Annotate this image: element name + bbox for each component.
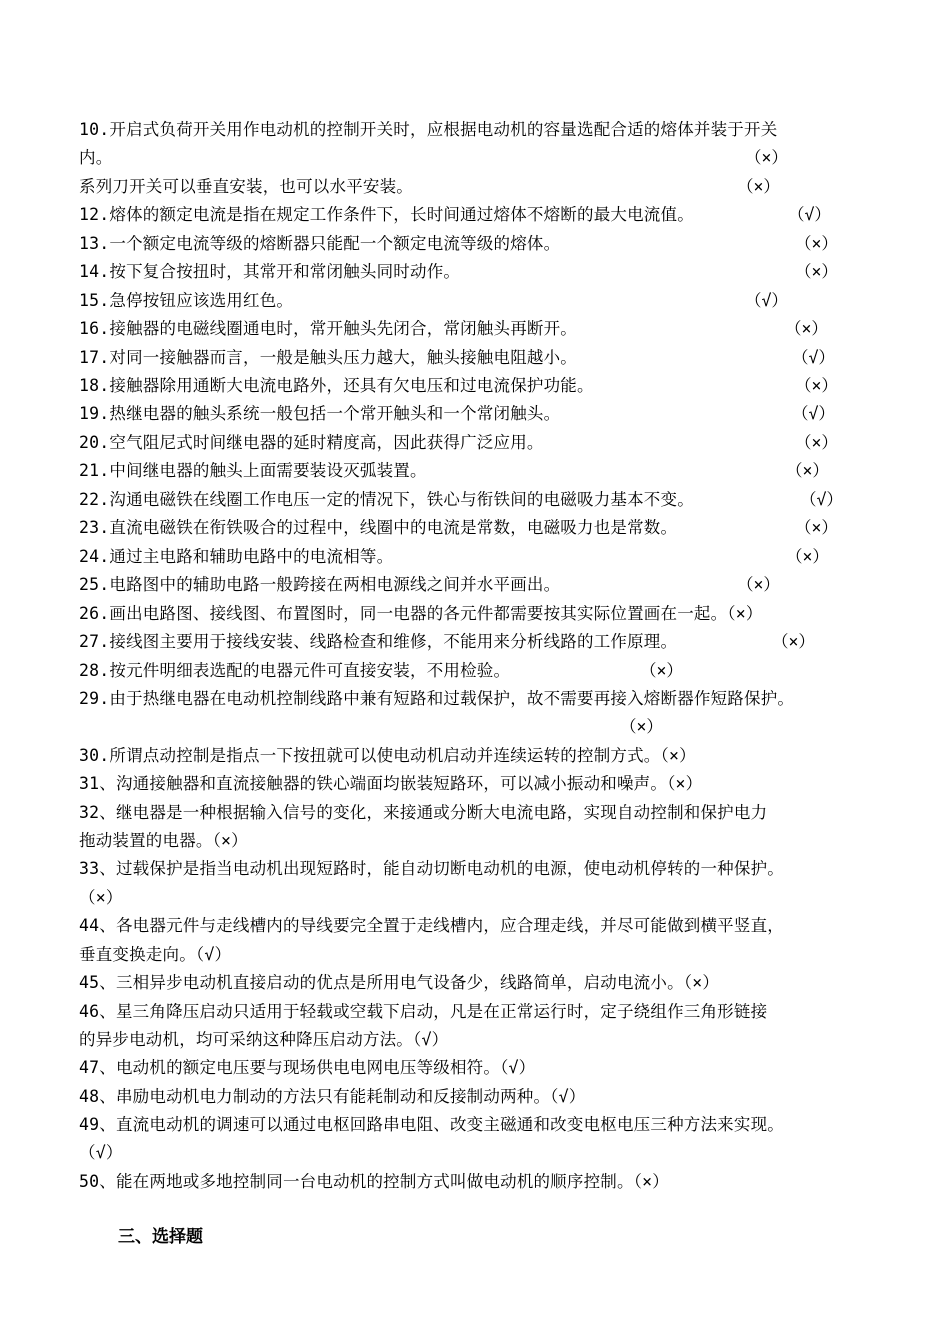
question-line: 44、各电器元件与走线槽内的导线要完全置于走线槽内，应合理走线，并尽可能做到横平竖直，: [79, 916, 784, 935]
question-line: 12.熔体的额定电流是指在规定工作条件下，长时间通过熔体不熔断的最大电流值。: [79, 205, 694, 224]
question-line: （√）: [79, 1143, 123, 1162]
answer-mark: （×）: [786, 547, 829, 566]
question-line: 47、电动机的额定电压要与现场供电电网电压等级相符。（√）: [79, 1058, 536, 1077]
question-line: 24.通过主电路和辅助电路中的电流相等。: [79, 547, 394, 566]
question-line: 14.按下复合按扭时，其常开和常闭触头同时动作。: [79, 262, 461, 281]
answer-mark: （×）: [737, 177, 780, 196]
question-line: 23.直流电磁铁在衔铁吸合的过程中，线圈中的电流是常数，电磁吸力也是常数。: [79, 518, 678, 537]
answer-mark: （×）: [795, 433, 838, 452]
question-line: 22.沟通电磁铁在线圈工作电压一定的情况下，铁心与衔铁间的电磁吸力基本不变。: [79, 490, 694, 509]
answer-mark: （×）: [785, 319, 828, 338]
answer-mark: （×）: [640, 661, 683, 680]
question-line: 15.急停按钮应该选用红色。: [79, 291, 294, 310]
answer-mark: （√）: [800, 490, 843, 509]
question-line: 32、继电器是一种根据输入信号的变化，来接通或分断大电流电路，实现自动控制和保护电力: [79, 803, 768, 822]
question-line: 33、过载保护是指当电动机出现短路时，能自动切断电动机的电源，使电动机停转的一种保护。: [79, 859, 784, 878]
answer-mark: （×）: [745, 148, 788, 167]
question-line: 48、串励电动机电力制动的方法只有能耗制动和反接制动两种。（√）: [79, 1087, 586, 1106]
question-line: 20.空气阻尼式时间继电器的延时精度高，因此获得广泛应用。: [79, 433, 544, 452]
question-line: 19.热继电器的触头系统一般包括一个常开触头和一个常闭触头。: [79, 404, 561, 423]
question-line: 系列刀开关可以垂直安装，也可以水平安装。: [79, 177, 413, 196]
question-line: 30.所谓点动控制是指点一下按扭就可以使电动机启动并连续运转的控制方式。（×）: [79, 746, 696, 765]
answer-mark: （√）: [788, 205, 831, 224]
question-line: 17.对同一接触器而言，一般是触头压力越大，触头接触电阻越小。: [79, 348, 578, 367]
question-line: 内。: [79, 148, 113, 167]
question-line: 10.开启式负荷开关用作电动机的控制开关时，应根据电动机的容量选配合适的熔体并装于开关: [79, 120, 778, 139]
question-line: 21.中间继电器的触头上面需要装设灭弧装置。: [79, 461, 427, 480]
answer-mark: （×）: [620, 717, 663, 736]
answer-mark: （×）: [786, 461, 829, 480]
question-line: 13.一个额定电流等级的熔断器只能配一个额定电流等级的熔体。: [79, 234, 561, 253]
question-line: 垂直变换走向。（√）: [79, 945, 232, 964]
question-line: 49、直流电动机的调速可以通过电枢回路串电阻、改变主磁通和改变电枢电压三种方法来实现。: [79, 1115, 784, 1134]
answer-mark: （×）: [795, 376, 838, 395]
answer-mark: （×）: [737, 575, 780, 594]
question-line: 26.画出电路图、接线图、布置图时，同一电器的各元件都需要按其实际位置画在一起。（×）: [79, 604, 763, 623]
question-line: 50、能在两地或多地控制同一台电动机的控制方式叫做电动机的顺序控制。（×）: [79, 1172, 669, 1191]
answer-mark: （×）: [772, 632, 815, 651]
answer-mark: （√）: [745, 291, 788, 310]
question-line: 28.按元件明细表选配的电器元件可直接安装，不用检验。: [79, 661, 511, 680]
answer-mark: （√）: [792, 404, 835, 423]
question-line: 16.接触器的电磁线圈通电时，常开触头先闭合，常闭触头再断开。: [79, 319, 578, 338]
answer-mark: （×）: [795, 234, 838, 253]
question-line: （×）: [79, 888, 123, 907]
question-line: 45、三相异步电动机直接启动的优点是所用电气设备少，线路简单，启动电流小。（×）: [79, 973, 720, 992]
answer-mark: （√）: [792, 348, 835, 367]
section-title: 三、选择题: [118, 1227, 203, 1247]
question-line: 46、星三角降压启动只适用于轻载或空载下启动，凡是在正常运行时，定子绕组作三角形链接: [79, 1002, 768, 1021]
question-line: 的异步电动机，均可采纳这种降压启动方法。（√）: [79, 1030, 449, 1049]
answer-mark: （×）: [795, 518, 838, 537]
question-line: 31、沟通接触器和直流接触器的铁心端面均嵌装短路环，可以减小振动和噪声。（×）: [79, 774, 703, 793]
answer-mark: （×）: [795, 262, 838, 281]
question-line: 18.接触器除用通断大电流电路外，还具有欠电压和过电流保护功能。: [79, 376, 594, 395]
question-line: 25.电路图中的辅助电路一般跨接在两相电源线之间并水平画出。: [79, 575, 561, 594]
question-line: 拖动装置的电器。（×）: [79, 831, 248, 850]
question-line: 27.接线图主要用于接线安装、线路检查和维修，不能用来分析线路的工作原理。: [79, 632, 678, 651]
question-line: 29.由于热继电器在电动机控制线路中兼有短路和过载保护，故不需要再接入熔断器作短路保护。: [79, 689, 795, 708]
